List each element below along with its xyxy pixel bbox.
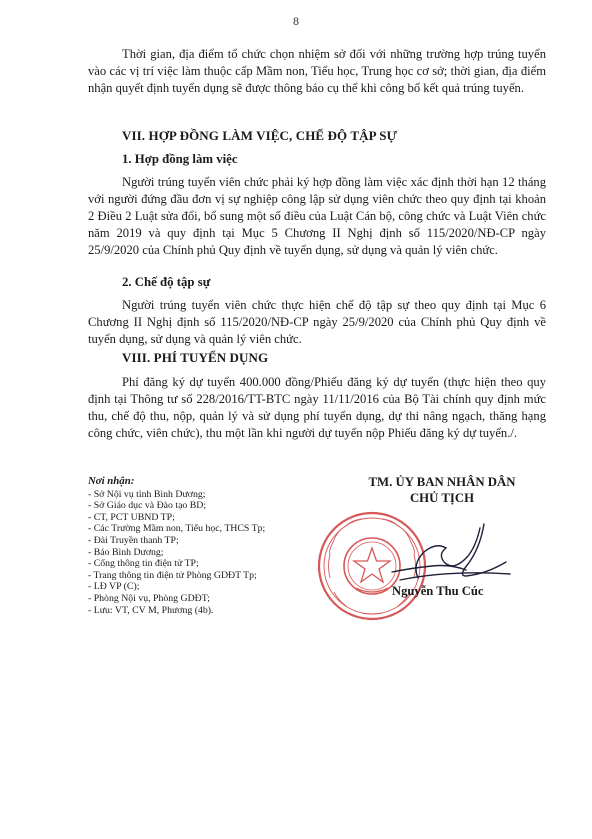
section-7-1-paragraph: Người trúng tuyển viên chức phải ký hợp đồng làm việc xác định thời hạn 12 tháng với người đứng đầu đơn vị sự nghiệp công lập sử dụng viên chức theo quy định tại khoản 2 Điều 2 Luật sửa đổi, bổ sung một số điều của Luật Cán bộ, công chức và Luật Viên chức năm 2019 và quy định tại Mục 5 Chương II Nghị định số 115/2020/NĐ-CP ngày 25/9/2020 của Chính phủ Quy định về tuyển dụng, sử dụng và quản lý viên chức. <box>88 175 546 257</box>
section-7-1-heading: 1. Hợp đồng làm việc <box>122 152 238 166</box>
recipient-item: - LĐ VP (C); <box>88 581 140 593</box>
recipient-item: - Sở Giáo dục và Đào tạo BD; <box>88 500 207 512</box>
recipient-item: - Sở Nội vụ tỉnh Bình Dương; <box>88 488 206 500</box>
recipients-list <box>88 476 328 616</box>
recipient-item: - Đài Truyền thanh TP; <box>88 534 179 546</box>
signature-org-line: TM. ỦY BAN NHÂN DÂN <box>368 475 516 489</box>
section-8-paragraph: Phí đăng ký dự tuyển 400.000 đồng/Phiếu đăng ký dự tuyển (thực hiện theo quy định tại Thông tư số 228/2016/TT-BTC ngày 11/11/2016 của Bộ Tài chính quy định mức thu, chế độ thu, nộp, quản lý và sử dụng phí tuyển dụng, dự thi nâng ngạch, thăng hạng công chức, viên chức), thu một lần khi người dự tuyển nộp Phiếu đăng ký dự tuyển./. <box>88 375 546 440</box>
recipient-item: - Trang thông tin điện tử Phòng GDĐT Tp; <box>88 569 257 581</box>
intro-paragraph: Thời gian, địa điểm tổ chức chọn nhiệm sở đối với những trường hợp trúng tuyển vào các vị trí việc làm thuộc cấp Mầm non, Tiểu học, Trung học cơ sở; thời gian, địa điểm nhận quyết định tuyển dụng sẽ được thông báo cụ thể khi công bố kết quả trúng tuyển. <box>88 47 546 95</box>
recipient-item: - Báo Bình Dương; <box>88 546 164 558</box>
recipient-item: - Các Trường Mầm non, Tiểu học, THCS Tp; <box>88 523 266 535</box>
recipients-title: Nơi nhận: <box>88 475 135 487</box>
page-number: 8 <box>293 14 299 28</box>
signature-block <box>338 474 546 506</box>
section-7-heading: VII. HỢP ĐỒNG LÀM VIỆC, CHẾ ĐỘ TẬP SỰ <box>122 128 398 143</box>
section-8-heading: VIII. PHÍ TUYỂN DỤNG <box>122 350 269 365</box>
recipient-item: - Cổng thông tin điện tử TP; <box>88 558 199 570</box>
signature-scribble-icon <box>380 520 530 590</box>
recipient-item: - Lưu: VT, CV M, Phương (4b). <box>88 604 214 616</box>
section-7-2-heading: 2. Chế độ tập sự <box>122 275 211 289</box>
section-7-2-paragraph: Người trúng tuyển viên chức thực hiện chế độ tập sự theo quy định tại Mục 6 Chương II Nghị định số 115/2020/NĐ-CP ngày 25/9/2020 của Chính phủ Quy định về tuyển dụng, sử dụng và quản lý viên chức. <box>88 298 546 346</box>
signature-title-line: CHỦ TỊCH <box>409 491 475 505</box>
recipient-item: - Phòng Nội vụ, Phòng GDĐT; <box>88 592 210 604</box>
recipient-item: - CT, PCT UBND TP; <box>88 511 175 523</box>
signer-name: Nguyễn Thu Cúc <box>392 584 484 598</box>
